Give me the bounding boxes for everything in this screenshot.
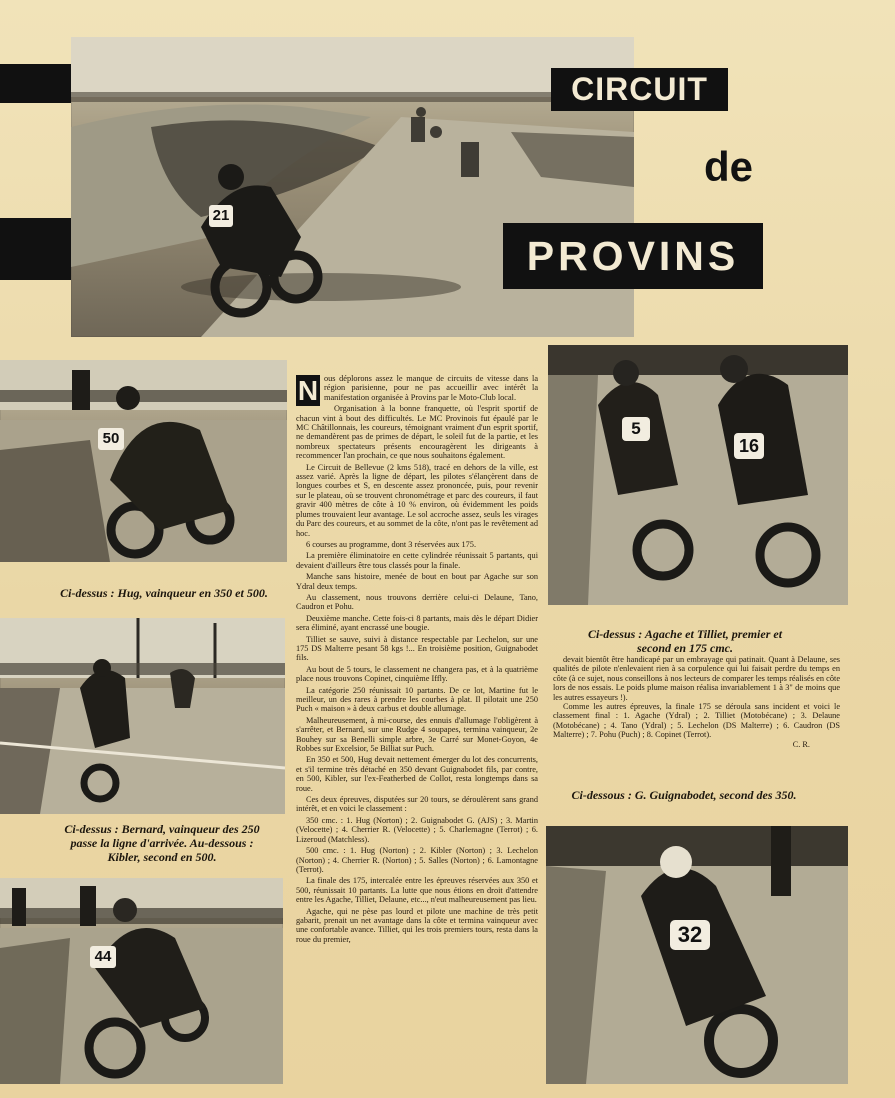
article-paragraph: En 350 et 500, Hug devait nettement émerger du lot des concurrents, et s'il termine très détaché en 350 devant Guignabodet fils, par contre, en 500, Kibler, sur l'ex-Featherbed de Collot, resta longtemps dans sa roue.: [296, 755, 538, 793]
main-article: [296, 374, 538, 1074]
caption-guignabodet: Ci-dessous : G. Guignabodet, second des 350.: [571, 788, 797, 802]
photo-kibler: [0, 878, 283, 1084]
article-paragraph: La catégorie 250 réunissait 10 partants. De ce lot, Martine fut le meilleur, un des rares à prendre les courbes à plat. Il pilotait une 250 Puch « maison » à deux carbus et double allumage.: [296, 685, 538, 714]
results-500: 500 cmc. : 1. Hug (Norton) ; 2. Kibler (Norton) ; 3. Lechelon (Norton) ; 4. Cherrier R. (Norton) ; 5. Salles (Norton) ; 6. Lamontagne (Terrot).: [296, 846, 538, 874]
left-black-bar-mid: [0, 218, 71, 280]
article-paragraph: Tilliet se sauve, suivi à distance respectable par Lechelon, sur une 175 DS Malterre pesant 58 kgs !... En troisième position, Guignabodet fils.: [296, 634, 538, 663]
article-paragraph: Le Circuit de Bellevue (2 kms 518), tracé en dehors de la ville, est assez varié. Après la ligne de départ, les pilotes s'élançèrent dans de longues courbes et S, en descente assez prononcée, puis, pour revenir sur le plateau, où se trouvent chronométrage et parc des coureurs, il faut gravir 400 mètres de côte à 10 % environ, où évidemment les poids plumes trouvaient leur avantage. Le sol accroche assez, seuls les virages du Parc des coureurs, et au sommet de la côte, n'ont pas le revêtement ad hoc.: [296, 462, 538, 538]
photo-bernard: [0, 618, 285, 814]
left-black-bar-top: [0, 64, 71, 103]
author-signature: C. R.: [792, 739, 810, 749]
agache-race-number: 5: [622, 417, 650, 441]
hug-race-number: 50: [98, 428, 124, 450]
title-circuit: CIRCUIT: [551, 68, 728, 111]
photo-hug: [0, 360, 287, 562]
title-provins: PROVINS: [503, 223, 763, 289]
photo-guignabodet: [546, 826, 848, 1084]
article-paragraph: La première éliminatoire en cette cylindrée réunissait 5 partants, qui devaient d'ailleurs être tous classés pour la finale.: [296, 551, 538, 570]
guignabodet-race-number: 32: [670, 920, 710, 950]
kibler-race-number: 44: [90, 946, 116, 968]
article-paragraph: Malheureusement, à mi-course, des ennuis d'allumage l'obligèrent à s'arrêter, et Bernard, sur une Rudge 4 soupapes, termina vainqueur, 2e Bouhey sur sa Benelli simple arbre, 3e Carré sur Monet-Goyon, 4e Robbes sur Excelsior, 5e Billiat sur Puch.: [296, 715, 538, 754]
article-paragraph: Agache, qui ne pèse pas lourd et pilote une machine de très petit gabarit, prenait un net avantage dans la côte et termina vainqueur avec une confortable avance. Tilliet, qui les trois premiers tours, resta dans la roue du premier,: [296, 906, 538, 944]
caption-agache-tilliet: Ci-dessus : Agache et Tilliet, premier et second en 175 cmc.: [587, 627, 783, 655]
article-paragraph: 6 courses au programme, dont 3 réservées aux 175.: [306, 539, 477, 549]
article-paragraph: Deuxième manche. Cette fois-ci 8 partants, mais dès le départ Didier sera éliminé, ayant encrassé une bougie.: [296, 613, 538, 633]
caption-bernard: Ci-dessus : Bernard, vainqueur des 250 passe la ligne d'arrivée. Au-dessous : Kibler, second en 500.: [64, 822, 260, 864]
article-paragraph: La finale des 175, intercalée entre les épreuves réservées aux 350 et 500, réunissait 10 partants. La lutte que nous étions en droit d'attendre entre les Agache, Tilliet, Delaune, etc..., n'eut malheureusement pas lieu.: [296, 876, 538, 905]
right-paragraph: Comme les autres épreuves, la finale 175 se déroula sans incident et voici le classement final : 1. Agache (Ydral) ; 2. Tilliet (Motobécane) ; 3. Delaune (Motobécane) ; 4. Tano (Ydral) ; 5. Lechelon (DS Malterre) ; 6. Caudron (DS Malterre) ; 7. Pohu (Puch) ; 8. Copinet (Terrot).: [553, 702, 840, 740]
title-de: de: [704, 143, 754, 190]
article-paragraph: Manche sans histoire, menée de bout en bout par Agache sur son Ydral deux temps.: [296, 572, 538, 591]
hero-race-number: 21: [209, 205, 233, 227]
tilliet-race-number: 16: [734, 433, 764, 459]
hero-race-photo: [71, 37, 634, 337]
article-paragraph: Organisation à la bonne franquette, où l'esprit sportif de chacun vint à bout des difficultés. Le MC Provinois fut épaulé par le MC Châtillonnais, les coureurs, témoignant vraiment d'un esprit sportif, ne demandèrent pas de primes de départ, le soleil fut de la partie, et les nombreux spectateurs présents encouragèrent les dirigeants à recommencer l'an prochain, ce que nous souhaitons également.: [296, 404, 538, 461]
drop-cap: N: [297, 375, 319, 406]
photo-agache-tilliet: [548, 345, 848, 605]
right-column-text: [553, 655, 840, 777]
article-paragraph: Au bout de 5 tours, le classement ne changera pas, et à la quatrième place nous trouvons Copinet, cinquième Iffly.: [296, 664, 538, 684]
results-350: 350 cmc. : 1. Hug (Norton) ; 2. Guignabodet G. (AJS) ; 3. Martin (Velocette) ; 4. Cherrier R. (Velocette) ; 5. Charlemagne (Terrot) ; 6. Lizeroud (Matchless).: [296, 815, 538, 844]
article-lead-text: ous déplorons assez le manque de circuits de vitesse dans la région parisienne, pour ne pas accueillir avec intérêt la manifestation organisée à Provins par le Moto-Club local.: [324, 374, 538, 402]
caption-hug: Ci-dessus : Hug, vainqueur en 350 et 500.: [60, 586, 268, 600]
right-paragraph: devait bientôt être handicapé par un embrayage qui patinait. Quant à Delaune, ses qualités de pilote n'enlevaient rien à sa corpulence qui lui faisait perdre du temps en côte (à ce sujet, nous conseillons à nos lecteurs de comparer les temps réalisés en côte lors de nos essais. Le poids plume maison réalisa invariablement 1 à 3" de moins que les autres essayeurs !).: [553, 655, 840, 702]
article-paragraph: Au classement, nous trouvons derrière celui-ci Delaune, Tano, Caudron et Pohu.: [296, 592, 538, 612]
article-paragraph: Ces deux épreuves, disputées sur 20 tours, se déroulèrent sans grand intérêt, et en voici le classement :: [296, 795, 538, 814]
article-lead-paragraph: [296, 374, 538, 406]
